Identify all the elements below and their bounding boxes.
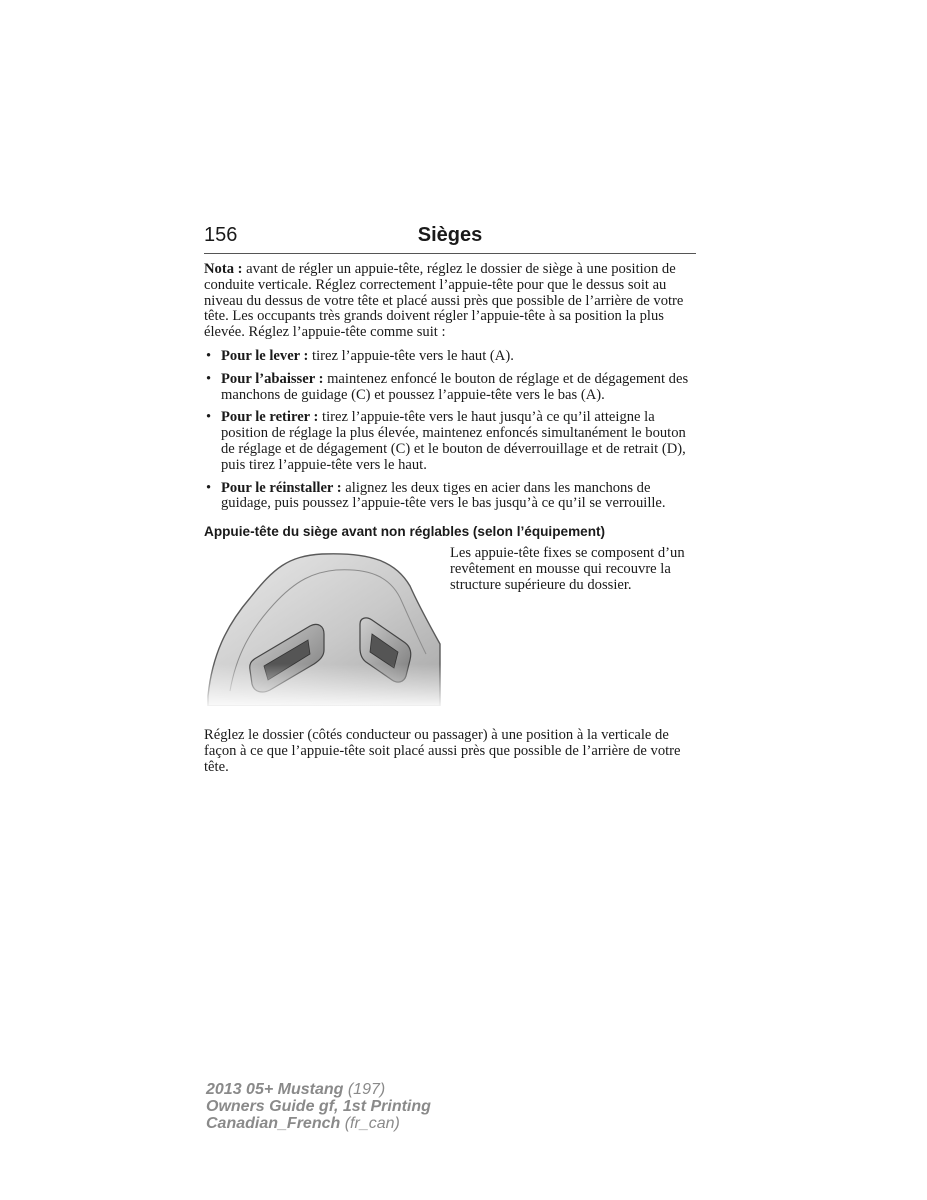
bullet-icon: • bbox=[206, 479, 212, 496]
bullet-icon: • bbox=[206, 409, 212, 426]
list-item bbox=[204, 481, 696, 513]
intro-label: Nota : bbox=[204, 261, 243, 277]
print-footer bbox=[206, 1081, 431, 1132]
page-title: Sièges bbox=[417, 224, 483, 246]
headrest-illustration bbox=[204, 546, 442, 706]
figure-row bbox=[204, 546, 696, 714]
list-item-label: Pour le retirer : bbox=[221, 409, 319, 426]
list-item-label: Pour le lever : bbox=[221, 347, 309, 364]
header-rule bbox=[204, 253, 696, 254]
list-item-label: Pour le réinstaller : bbox=[221, 479, 342, 496]
list-item bbox=[204, 349, 696, 365]
list-item bbox=[204, 410, 696, 473]
section-heading: Appuie-tête du siège avant non réglables (selon l’équipement) bbox=[204, 524, 606, 540]
list-item-label: Pour l’abaisser : bbox=[221, 370, 324, 387]
list-item-text: alignez les deux tiges en acier dans les manchons de guidage, puis poussez l’appuie-tête vers le bas jusqu’à ce qu’il se verrouille. bbox=[221, 479, 666, 512]
list-item-text: tirez l’appuie-tête vers le haut jusqu’à ce qu’il atteigne la position de réglage la plus élevée, maintenez enfoncés simultanément le bouton de réglage et de dégagement (C) et le bouton de déverrouillage et de retrait (D), puis tirez l’appuie-tête vers le haut. bbox=[221, 409, 686, 473]
page-content bbox=[204, 262, 696, 775]
figure-caption: Les appuie-tête fixes se composent d’un revêtement en mousse qui recouvre la structure supérieure du dossier. bbox=[450, 544, 685, 593]
closing-paragraph: Réglez le dossier (côtés conducteur ou passager) à une position à la verticale de façon à ce que l’appuie-tête soit placé aussi près que possible de l’arrière de votre tête. bbox=[204, 726, 681, 775]
page-header bbox=[204, 224, 696, 252]
footer-line-locale: Canadian_French (fr_can) bbox=[206, 1115, 400, 1132]
list-item bbox=[204, 372, 696, 404]
instruction-list bbox=[204, 349, 696, 512]
list-item-text: maintenez enfoncé le bouton de réglage et de dégagement des manchons de guidage (C) et poussez l’appuie-tête vers le bas (A). bbox=[221, 370, 689, 403]
intro-paragraph bbox=[204, 262, 696, 341]
bullet-icon: • bbox=[206, 370, 212, 387]
list-item-text: tirez l’appuie-tête vers le haut (A). bbox=[308, 347, 514, 364]
bullet-icon: • bbox=[206, 347, 212, 364]
page-number: 156 bbox=[204, 224, 238, 246]
intro-text: avant de régler un appuie-tête, réglez le dossier de siège à une position de conduite verticale. Réglez correctement l’appuie-tête pour que le dessus soit au niveau du dessus de votre tête et placé aussi près que possible de l’arrière de votre tête. Les occupants très grands doivent régler l’appuie-tête à sa position la plus élevée. Réglez l’appuie-tête comme suit : bbox=[204, 261, 684, 341]
footer-line-guide: Owners Guide gf, 1st Printing bbox=[206, 1098, 431, 1115]
footer-line-model: 2013 05+ Mustang (197) bbox=[206, 1081, 386, 1098]
